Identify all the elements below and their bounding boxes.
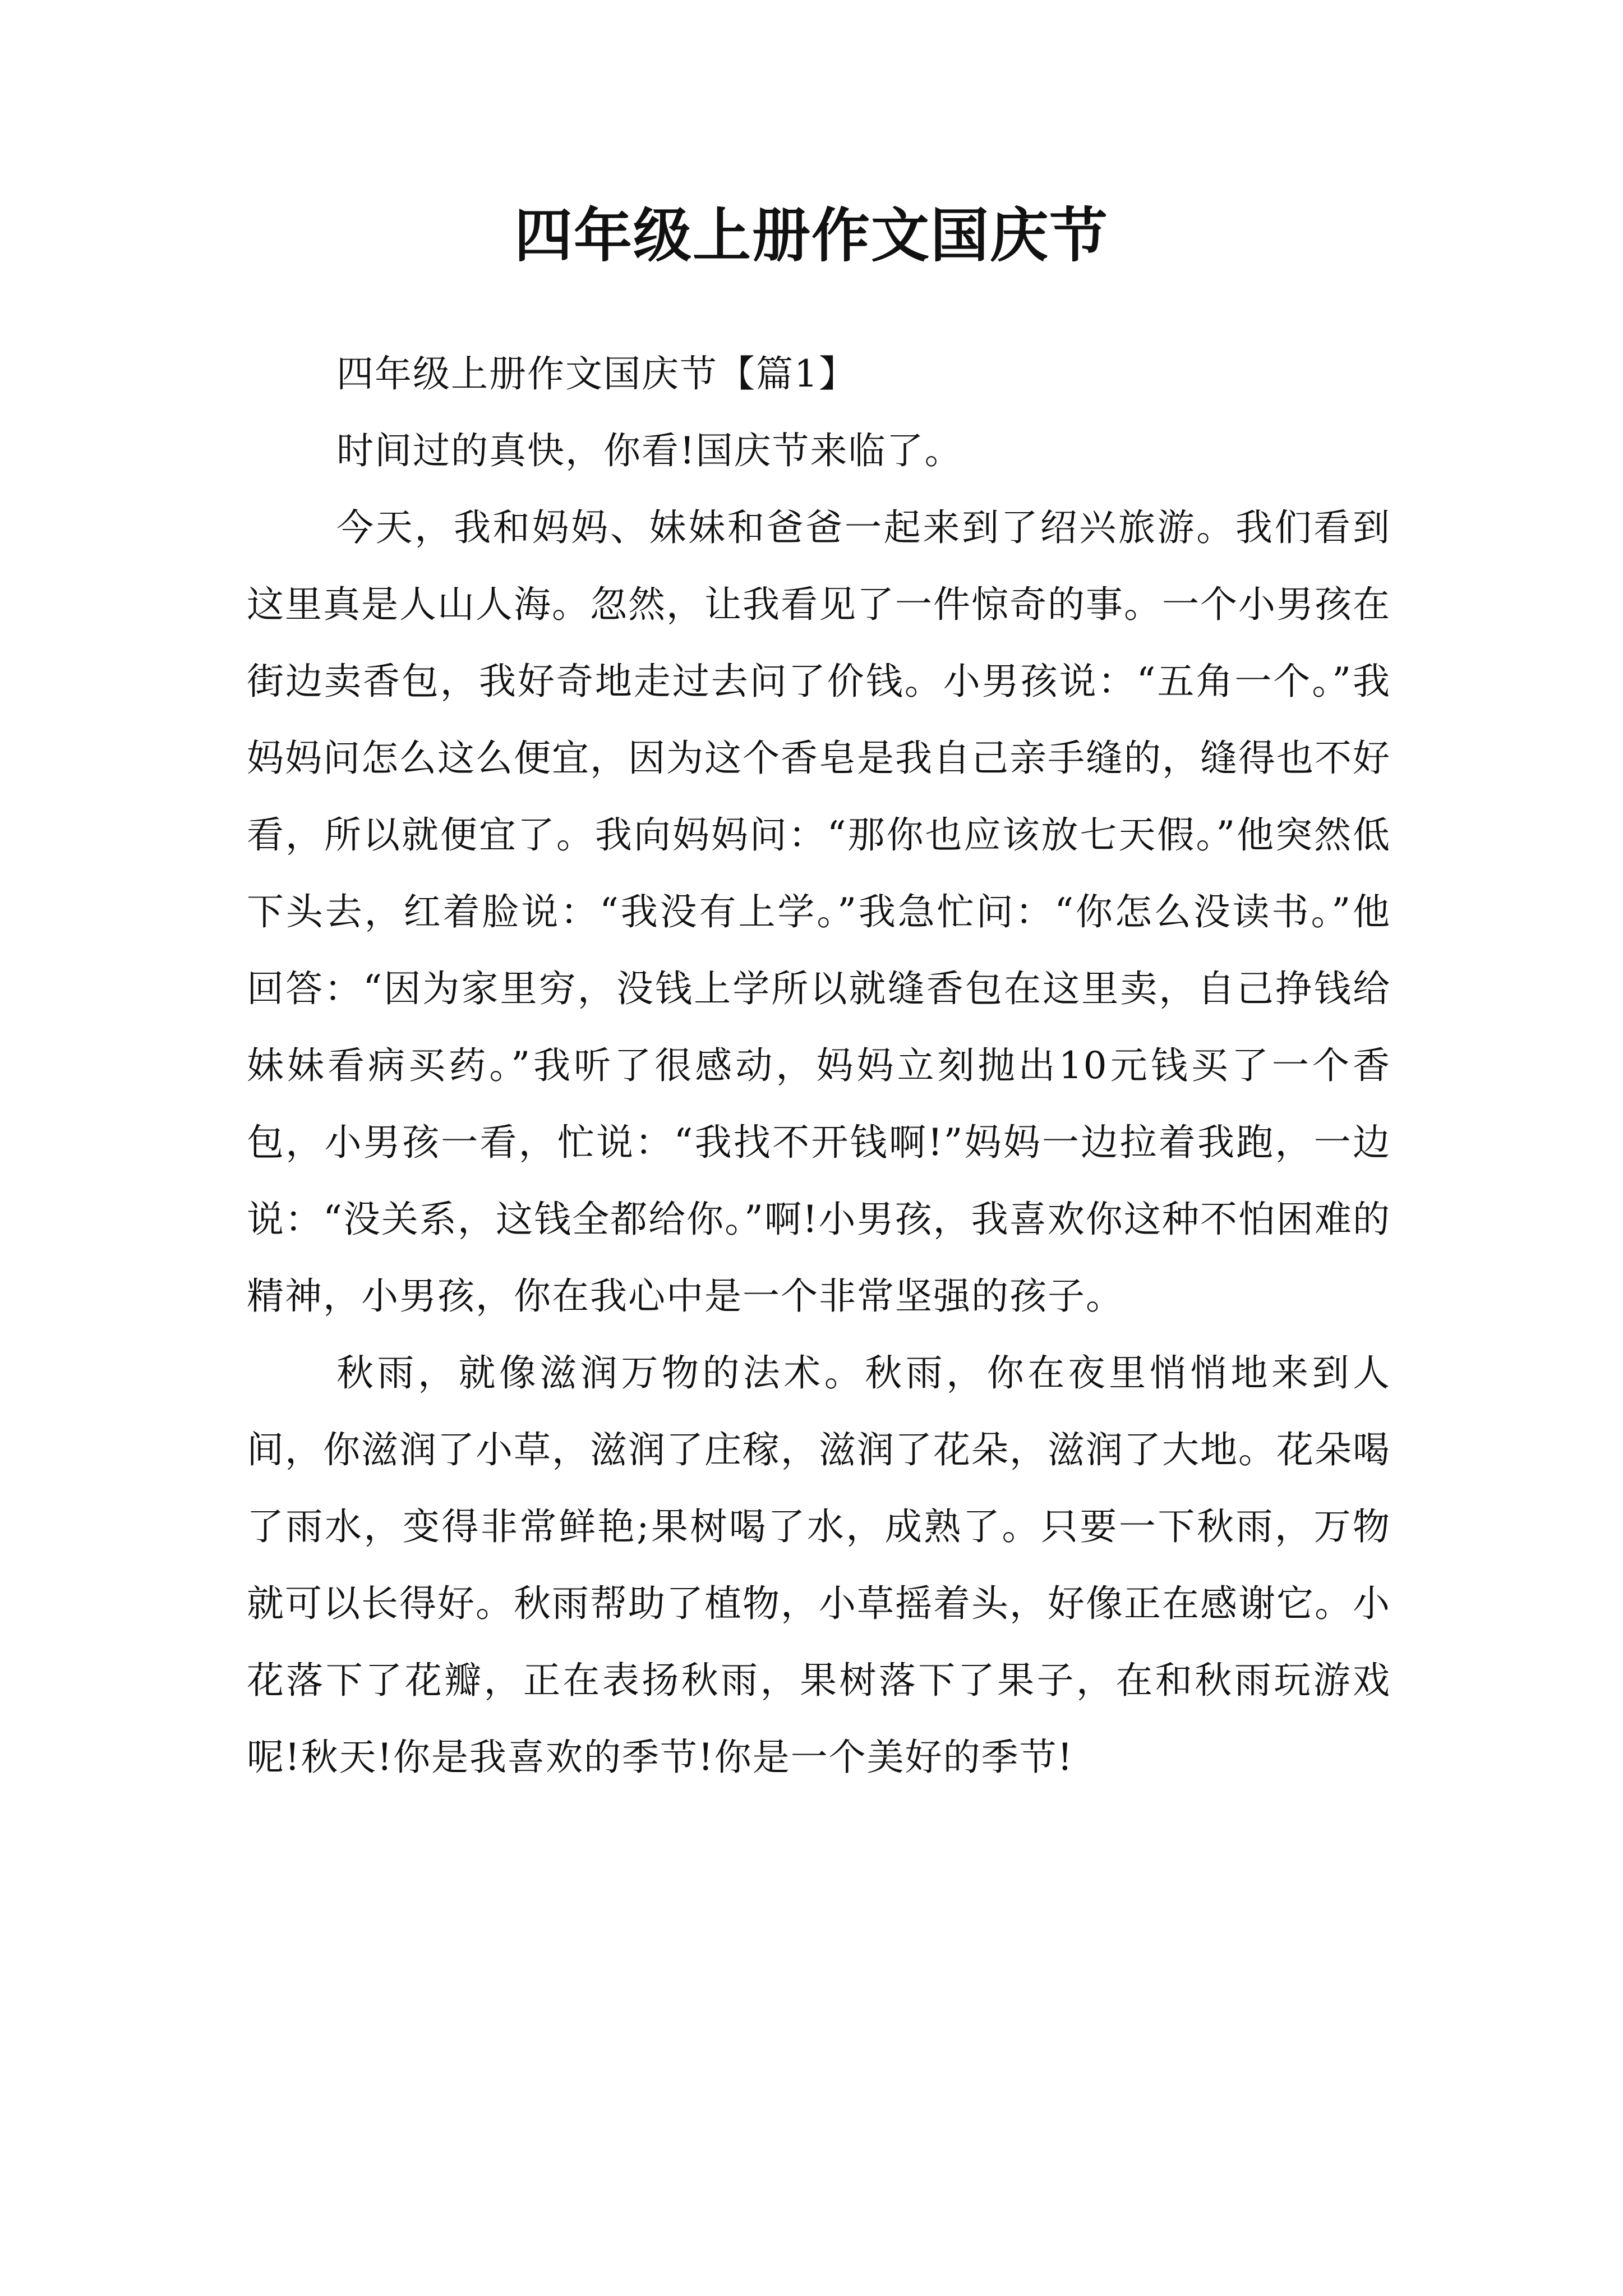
paragraph-intro: 时间过的真快，你看!国庆节来临了。 [336, 429, 963, 472]
document-title: 四年级上册作文国庆节 [514, 201, 1109, 270]
paragraph-autumn-rain: 秋雨，就像滋润万物的法术。秋雨，你在夜里悄悄地来到人间，你滋润了小草，滋润了庄稼，滋润了花朵，滋润了大地。花朵喝了雨水，变得非常鲜艳;果树喝了水，成熟了。只要一下秋雨，万物就可以长得好。秋雨帮助了植物，小草摇着头，好像正在感谢它。小花落下了花瓣，正在表扬秋雨，果树落下了果子，在和秋雨玩游戏呢!秋天!你是我喜欢的季节!你是一个美好的季节! [247, 1351, 1391, 1779]
paragraph-story: 今天，我和妈妈、妹妹和爸爸一起来到了绍兴旅游。我们看到这里真是人山人海。忽然，让我看见了一件惊奇的事。一个小男孩在街边卖香包，我好奇地走过去问了价钱。小男孩说：“五角一个。”我妈妈问怎么这么便宜，因为这个香皂是我自己亲手缝的，缝得也不好看，所以就便宜了。我向妈妈问：“那你也应该放七天假。”他突然低下头去，红着脸说：“我没有上学。”我急忙问：“你怎么没读书。”他回答：“因为家里穷，没钱上学所以就缝香包在这里卖，自己挣钱给妹妹看病买药。”我听了很感动，妈妈立刻抛出10元钱买了一个香包，小男孩一看，忙说：“我找不开钱啊!”妈妈一边拉着我跑，一边说：“没关系，这钱全都给你。”啊!小男孩，我喜欢你这种不怕困难的精神，小男孩，你在我心中是一个非常坚强的孩子。 [247, 506, 1391, 1318]
paragraph-heading: 四年级上册作文国庆节【篇1】 [336, 352, 857, 395]
document-body [247, 335, 1391, 1796]
